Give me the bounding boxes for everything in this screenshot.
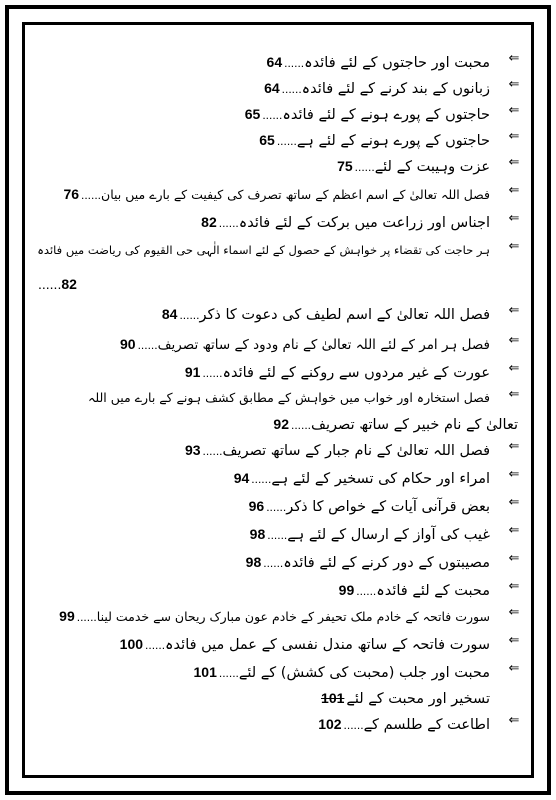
arrow-bullet-icon: ⇐	[508, 495, 520, 510]
toc-entry	[30, 604, 526, 628]
toc-entry-title: فصل اللہ تعالیٰ کے اسم لطیف کی دعوت کا ذکر	[199, 307, 490, 323]
toc-leader-dots: ......	[218, 216, 239, 230]
toc-leader-dots: ......	[179, 308, 200, 322]
toc-entry-title: حاجتوں کے پورے ہونے کے لئے ہے	[296, 133, 490, 149]
page-number: 99	[59, 608, 75, 624]
toc-leader-dots: ......	[202, 444, 223, 458]
toc-leader-dots: ......	[291, 418, 312, 432]
arrow-bullet-icon: ⇐	[508, 467, 520, 482]
toc-entry-title: ہر حاجت کی تقضاء پر خواہش کے حصول کے لئے اسماء الٰہی حی القیوم کی ریاضت میں فائدہ	[37, 243, 490, 257]
arrow-bullet-icon: ⇐	[508, 77, 520, 92]
toc-entry-line	[192, 660, 490, 684]
toc-leader-dots: ......	[202, 366, 223, 380]
toc-entry-line	[183, 360, 490, 384]
toc-entry-title: سورت فاتحہ کے خادم ملک تحیفر کے خادم عون مبارک ریحان سے خدمت لینا	[96, 609, 490, 624]
arrow-bullet-icon: ⇐	[508, 551, 520, 566]
toc-entry-title: فصل اللہ تعالیٰ کے اسم اعظم کے ساتھ تصرف کی کیفیت کے بارے میں بیان	[101, 187, 490, 202]
toc-entry	[30, 522, 526, 546]
page-number: 82	[61, 276, 77, 292]
toc-entry-line	[316, 712, 490, 736]
toc-entry-title: سورت فاتحہ کے ساتھ مندل نفسی کے عمل میں فائدہ	[165, 637, 490, 653]
toc-entry-title: محبت اور حاجتوں کے لئے فائدہ	[304, 55, 490, 71]
toc-entry	[30, 412, 526, 436]
toc-entry-title: امراء اور حکام کی تسخیر کے لئے ہے	[271, 471, 490, 487]
toc-leader-dots: ......	[343, 718, 364, 732]
arrow-bullet-icon: ⇐	[508, 129, 520, 144]
toc-entry	[30, 660, 526, 684]
toc-entry-line	[335, 154, 490, 178]
toc-leader-dots: ......	[76, 610, 97, 624]
toc-leader-dots: ......	[281, 82, 302, 96]
arrow-bullet-icon: ⇐	[508, 51, 520, 66]
arrow-bullet-icon: ⇐	[508, 183, 520, 198]
toc-entry	[30, 50, 526, 74]
page-number: 84	[161, 306, 178, 322]
page-number: 82	[201, 214, 217, 230]
toc-entry	[30, 182, 526, 206]
page-number: 90	[119, 336, 136, 352]
page-number: 94	[233, 470, 250, 486]
toc-entry	[30, 210, 526, 234]
toc-entry	[30, 712, 526, 736]
toc-leader-dots: ......	[145, 638, 166, 652]
toc-entry-line	[271, 412, 518, 436]
page-number: 76	[63, 186, 80, 202]
page-number: 93	[184, 442, 201, 458]
toc-entry-line	[262, 76, 490, 100]
toc-entry-line	[199, 210, 490, 234]
toc-entry-title: مصیبتوں کے دور کرنے کے لئے فائدہ	[283, 555, 490, 571]
toc-entry-line	[57, 604, 490, 628]
toc-entry-line	[248, 522, 490, 546]
arrow-bullet-icon: ⇐	[508, 661, 520, 676]
toc-entry-title: تعالیٰ کے نام خبیر کے ساتھ تصریف	[311, 417, 518, 433]
toc-entry	[30, 578, 526, 602]
toc-entry	[30, 466, 526, 490]
page-number: 75	[337, 158, 353, 174]
page-number: 91	[184, 364, 201, 380]
toc-leader-dots: ......	[356, 584, 377, 598]
toc-entry-title: بعض قرآنی آیات کے خواص کا ذکر	[286, 499, 490, 515]
toc-entry-title: فصل اللہ تعالیٰ کے نام جبار کے ساتھ تصریف	[222, 443, 490, 459]
toc-entry-line	[337, 578, 490, 602]
arrow-bullet-icon: ⇐	[508, 633, 520, 648]
toc-entry-line	[118, 332, 490, 356]
arrow-bullet-icon: ⇐	[508, 387, 520, 402]
page-number: 99	[338, 582, 355, 598]
toc-entry-line	[265, 50, 490, 74]
toc-entry	[30, 632, 526, 656]
toc-entry-line	[118, 632, 490, 656]
arrow-bullet-icon: ⇐	[508, 523, 520, 538]
toc-leader-dots: ......	[354, 160, 375, 174]
table-of-contents	[30, 46, 526, 746]
toc-entry	[30, 238, 526, 262]
toc-leader-dots: ......	[263, 556, 284, 570]
toc-entry-line	[247, 494, 490, 518]
toc-entry-title: اجناس اور زراعت میں برکت کے لئے فائدہ	[238, 215, 490, 231]
toc-entry-title: عورت کے غیر مردوں سے روکنے کے لئے فائدہ	[222, 365, 490, 381]
toc-entry-title: محبت کے لئے فائدہ	[376, 583, 490, 599]
toc-entry	[30, 128, 526, 152]
toc-entry-continuation	[30, 272, 526, 296]
toc-leader-dots: ......	[284, 56, 305, 70]
arrow-bullet-icon: ⇐	[508, 333, 520, 348]
page-number: 65	[244, 106, 261, 122]
toc-entry-title: غیب کی آواز کے ارسال کے لئے ہے	[287, 527, 490, 543]
page-number: 92	[273, 416, 289, 432]
toc-entry	[30, 302, 526, 326]
toc-entry-line	[37, 238, 490, 262]
page-number: 64	[266, 54, 283, 70]
arrow-bullet-icon: ⇐	[508, 239, 520, 254]
toc-entry	[30, 76, 526, 100]
toc-entry	[30, 154, 526, 178]
toc-entry-line	[243, 102, 490, 126]
toc-entry-title: فصل ہر امر کے لئے اللہ تعالیٰ کے نام ودود کے ساتھ تصریف	[157, 337, 490, 353]
arrow-bullet-icon: ⇐	[508, 211, 520, 226]
toc-entry-title: تسخیر اور محبت کے لئے	[346, 691, 490, 707]
toc-entry-title: محبت اور جلب (محبت کی کشش) کے لئے	[238, 665, 490, 681]
toc-leader-dots: ......	[266, 500, 287, 514]
toc-entry-title: زبانوں کے بند کرنے کے لئے فائدہ	[301, 81, 490, 97]
arrow-bullet-icon: ⇐	[508, 439, 520, 454]
page-number: 101	[193, 664, 217, 680]
arrow-bullet-icon: ⇐	[508, 579, 520, 594]
toc-entry-line	[160, 302, 490, 326]
arrow-bullet-icon: ⇐	[508, 155, 520, 170]
toc-entry	[30, 550, 526, 574]
toc-entry-line	[61, 182, 490, 206]
toc-leader-dots: ......	[267, 528, 288, 542]
page-number: 101	[321, 690, 345, 706]
toc-entry	[30, 386, 526, 410]
toc-leader-dots: ......	[137, 338, 158, 352]
toc-entry-title: حاجتوں کے پورے ہونے کے لئے فائدہ	[282, 107, 490, 123]
arrow-bullet-icon: ⇐	[508, 713, 520, 728]
arrow-bullet-icon: ⇐	[508, 361, 520, 376]
toc-entry-title: عزت وہیبت کے لئے	[374, 159, 490, 175]
toc-leader-dots: ......	[251, 472, 272, 486]
toc-entry-tail	[38, 272, 77, 296]
page-number: 100	[119, 636, 144, 652]
page-number: 65	[259, 132, 275, 148]
toc-leader-dots: ......	[81, 188, 102, 202]
toc-entry-title: فصل استخارہ اور خواب میں خواہش کے مطابق کشف ہونے کے بارے میں اللہ	[88, 390, 490, 405]
toc-entry-line	[244, 550, 490, 574]
toc-entry	[30, 686, 526, 710]
toc-entry-title: اطاعت کے طلسم کے	[363, 717, 490, 733]
toc-entry-line	[88, 386, 490, 410]
arrow-bullet-icon: ⇐	[508, 303, 520, 318]
toc-entry	[30, 494, 526, 518]
toc-entry-line	[257, 128, 490, 152]
page-number: 96	[248, 498, 265, 514]
page-number: 98	[245, 554, 262, 570]
toc-entry-line	[183, 438, 490, 462]
toc-entry	[30, 102, 526, 126]
page-number: 98	[249, 526, 266, 542]
toc-entry	[30, 360, 526, 384]
toc-entry	[30, 332, 526, 356]
toc-leader-dots: ......	[38, 276, 62, 292]
arrow-bullet-icon: ⇐	[508, 103, 520, 118]
toc-entry-line	[319, 686, 490, 710]
toc-leader-dots: ......	[276, 134, 297, 148]
toc-entry	[30, 438, 526, 462]
toc-leader-dots: ......	[262, 108, 283, 122]
page-number: 102	[318, 716, 342, 732]
arrow-bullet-icon: ⇐	[508, 605, 520, 620]
page-number: 64	[264, 80, 280, 96]
toc-entry-line	[232, 466, 490, 490]
toc-leader-dots: ......	[218, 666, 239, 680]
